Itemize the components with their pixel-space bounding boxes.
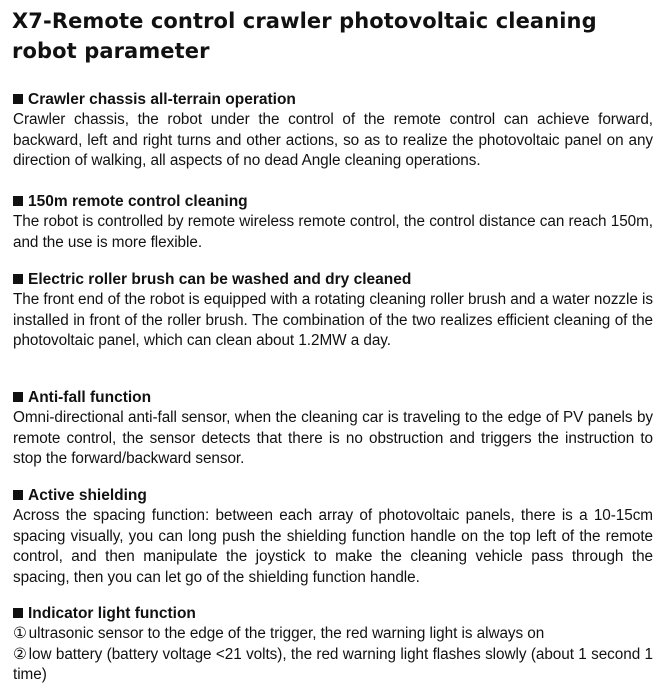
section-active-shielding	[13, 486, 653, 588]
section-crawler-chassis	[13, 90, 653, 172]
section-body: Across the spacing function: between each array of photovoltaic panels, there is a 10-15cm spacing visually, you can long push the shielding function handle on the top left of the remote control, and then manipulate the joystick to make the cleaning vehicle pass through the spacing, then you can let go of the shielding function handle.	[13, 507, 653, 586]
list-item-text: low battery (battery voltage <21 volts), the red warning light flashes slowly (about 1 second 1 time)	[13, 645, 653, 683]
square-bullet-icon	[13, 274, 23, 284]
section-heading	[13, 270, 653, 290]
square-bullet-icon	[13, 196, 23, 206]
section-roller-brush	[13, 270, 653, 352]
section-body: Crawler chassis, the robot under the control of the remote control can achieve forward, backward, left and right turns and other actions, so as to realize the photovoltaic panel on any direction of walking, all aspects of no dead Angle cleaning operations.	[13, 111, 653, 169]
section-body: Omni-directional anti-fall sensor, when the cleaning car is traveling to the edge of PV panels by remote control, the sensor detects that there is no obstruction and triggers the instruction to stop the forward/backward sensor.	[13, 409, 653, 467]
section-remote-control	[13, 192, 653, 253]
square-bullet-icon	[13, 490, 23, 500]
section-heading-text: Anti-fall function	[28, 389, 152, 406]
section-heading	[13, 90, 653, 110]
section-heading-text: Crawler chassis all-terrain operation	[28, 91, 296, 108]
section-heading	[13, 486, 653, 506]
section-heading-text: Active shielding	[28, 487, 147, 504]
list-item	[13, 624, 653, 645]
section-heading	[13, 192, 653, 212]
section-body: The front end of the robot is equipped with a rotating cleaning roller brush and a water nozzle is installed in front of the roller brush. The combination of the two realizes efficient cleaning of the photovoltaic panel, which can clean about 1.2MW a day.	[13, 291, 653, 349]
section-heading-text: Indicator light function	[28, 605, 196, 622]
section-anti-fall	[13, 388, 653, 470]
section-heading	[13, 388, 653, 408]
square-bullet-icon	[13, 94, 23, 104]
section-heading	[13, 604, 653, 624]
section-indicator-light	[13, 604, 653, 686]
list-item-marker: ②	[13, 645, 27, 663]
indicator-list	[13, 624, 653, 686]
list-item-text: ultrasonic sensor to the edge of the trigger, the red warning light is always on	[28, 625, 545, 642]
section-heading-text: Electric roller brush can be washed and dry cleaned	[28, 271, 412, 288]
square-bullet-icon	[13, 608, 23, 618]
section-heading-text: 150m remote control cleaning	[28, 193, 248, 210]
page-title: X7-Remote control crawler photovoltaic cleaning robot parameter	[12, 9, 597, 63]
list-item-marker: ①	[13, 625, 27, 642]
square-bullet-icon	[13, 392, 23, 402]
section-body: The robot is controlled by remote wireless remote control, the control distance can reach 150m, and the use is more flexible.	[13, 213, 653, 251]
list-item	[13, 645, 653, 686]
